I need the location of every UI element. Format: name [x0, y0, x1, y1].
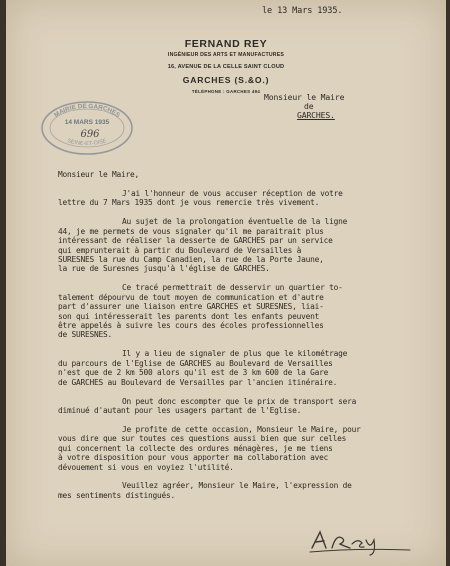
received-stamp	[40, 100, 134, 156]
letterhead-role: INGÉNIEUR DES ARTS ET MANUFACTURES	[167, 52, 285, 58]
handwritten-signature	[306, 526, 416, 556]
body-line: du parcours de l'Eglise de GARCHES au Boulevard de Versailles	[58, 358, 333, 368]
body-line: être appelés à suivre les cours des écoles professionnelles	[58, 321, 324, 330]
stamp-number: 696	[80, 129, 100, 140]
body-line	[58, 274, 361, 283]
body-line: On peut donc escompter que le prix de transport sera	[122, 396, 357, 406]
letter-body	[58, 170, 361, 500]
body-line: mes sentiments distingués.	[58, 490, 176, 500]
recipient-line-2: de	[304, 101, 314, 111]
stamp-date: 14 MARS 1935	[64, 119, 110, 126]
body-line: qui concernent la collecte des ordures ménagères, je me tiens	[58, 443, 333, 453]
body-line: qui emprunterait à partir du Boulevard de Versailles à	[58, 245, 302, 255]
body-line: à votre disposition pour vous apporter ma collaboration avec	[58, 453, 329, 463]
body-line: Au sujet de la prolongation éventuelle de la ligne	[122, 217, 348, 227]
body-line: Ce tracé permettrait de desservir un quartier to-	[122, 283, 343, 293]
body-line: Il y a lieu de signaler de plus que le kilométrage	[122, 349, 348, 359]
body-line: diminué d'autant pour les usagers partant de l'Eglise.	[58, 405, 302, 415]
letterhead-telephone: TÉLÉPHONE : GARCHES 494	[191, 89, 261, 94]
spacer	[58, 179, 361, 188]
letter-sheet	[6, 0, 446, 566]
salutation: Monsieur le Maire,	[58, 170, 140, 179]
body-line	[58, 208, 361, 217]
body-line: de GARCHES au Boulevard de Versailles par l'ancien itinéraire.	[58, 377, 338, 387]
letterhead-town: GARCHES (S.&O.)	[182, 75, 270, 85]
body-line: vous dire que sur toutes ces questions aussi bien que sur celles	[58, 434, 347, 444]
body-line: SURESNES la rue du Camp Canadien, la rue de la Porte Jaune,	[58, 254, 324, 264]
recipient-line-3: GARCHES.	[297, 110, 335, 120]
body-line	[58, 340, 361, 349]
body-line	[58, 387, 361, 396]
body-line: son qui intéresserait les parents dont les enfants peuvent	[58, 311, 320, 321]
body-line: Veuillez agréer, Monsieur le Maire, l'expression de	[122, 481, 352, 491]
body-line: lettre du 7 Mars 1935 dont je vous remercie très vivement.	[58, 198, 320, 208]
letterhead-name: FERNAND REY	[184, 38, 268, 50]
recipient-line-1: Monsieur le Maire	[264, 92, 345, 102]
stamp-top-text: MAIRIE DE GARCHES	[52, 102, 122, 120]
body-line: talement dépourvu de tout moyen de communication et d'autre	[58, 292, 324, 302]
letterhead-address: 16, AVENUE DE LA CELLE SAINT CLOUD	[167, 64, 285, 70]
body-line: Je profite de cette occasion, Monsieur le Maire, pour	[122, 424, 361, 434]
body-line: intéressant de réaliser la desserte de GARCHES par un service	[58, 236, 333, 246]
body-line: n'est que de 2 km 500 alors qu'il est de 3 km 600 de la Gare	[58, 368, 329, 378]
letter-date: le 13 Mars 1935.	[262, 6, 343, 16]
body-line: J'ai l'honneur de vous accuser réception de votre	[122, 188, 343, 198]
body-line: 44, je me permets de vous signaler qu'il me paraitrait plus	[58, 226, 324, 236]
body-line: dévouement si vous en voyiez l'utilité.	[58, 462, 234, 472]
body-line: la rue de Suresnes jusqu'à l'église de GARCHES.	[58, 264, 270, 274]
stamp-bottom-text: SEINE-ET-OISE	[66, 138, 108, 148]
body-line: de SURESNES.	[58, 330, 113, 340]
body-line	[58, 415, 361, 424]
body-line: part d'assurer une liaison entre GARCHES et SURESNES, liai-	[58, 302, 324, 312]
